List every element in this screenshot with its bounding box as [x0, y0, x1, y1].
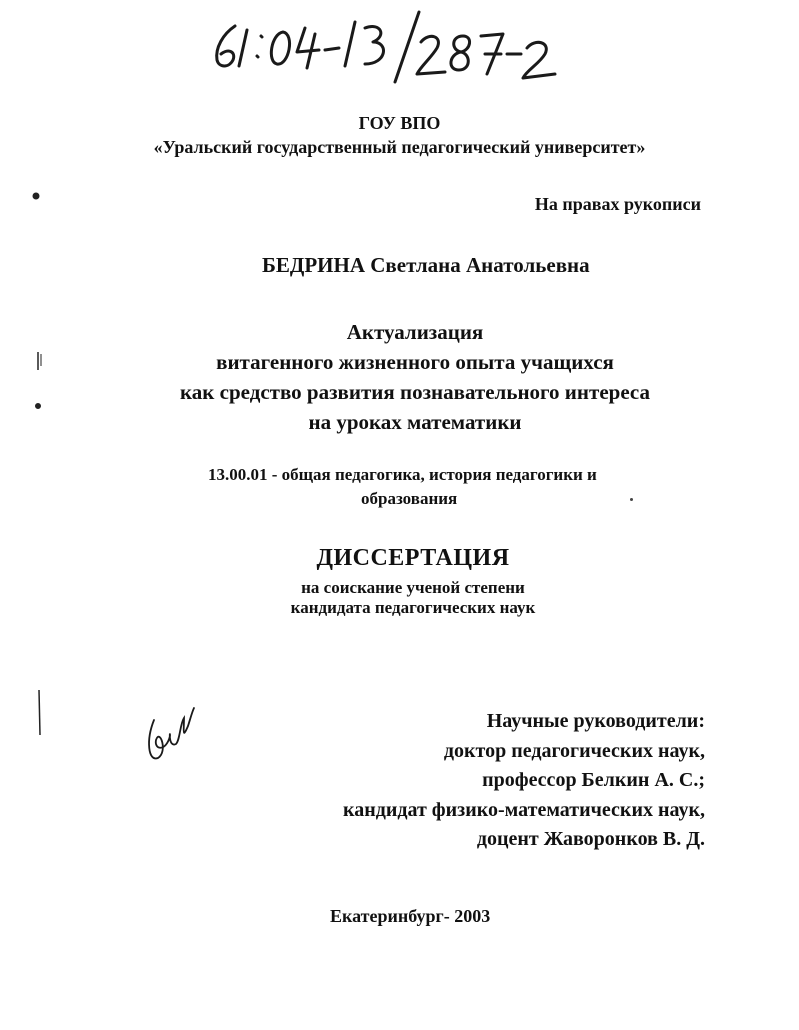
- advisor-line: доктор педагогических наук,: [443, 739, 705, 762]
- advisor-line: кандидат физико-математических наук,: [343, 798, 705, 821]
- handwritten-archive-number: [205, 8, 565, 88]
- degree-line-2: кандидата педагогических наук: [290, 598, 536, 617]
- document-type: ДИССЕРТАЦИЯ: [316, 545, 510, 571]
- manuscript-rights: На правах рукописи: [534, 194, 701, 214]
- title-line: как средство развития познавательного интереса: [180, 380, 650, 404]
- advisors-heading: Научные руководители:: [486, 710, 705, 732]
- organization-full-name: «Уральский государственный педагогический университет»: [153, 137, 646, 157]
- scan-margin-marks: [28, 170, 48, 750]
- title-line: на уроках математики: [308, 410, 522, 434]
- specialty-line-1: 13.00.01 - общая педагогика, история педагогики и: [208, 465, 597, 484]
- scan-speck: [630, 498, 633, 501]
- advisor-line: доцент Жаворонков В. Д.: [476, 828, 705, 850]
- city-year: Екатеринбург- 2003: [330, 906, 491, 926]
- author-name: БЕДРИНА Светлана Анатольевна: [262, 253, 590, 277]
- degree-line-1: на соискание ученой степени: [301, 578, 525, 597]
- signature: [140, 700, 200, 770]
- title-line: витагенного жизненного опыта учащихся: [216, 350, 614, 374]
- dissertation-title: [0, 317, 799, 437]
- scientific-advisors: [343, 707, 705, 855]
- handwritten-number-text: 61:04-13/287-2: [205, 8, 212, 9]
- advisor-line: профессор Белкин А. С.;: [482, 769, 705, 791]
- specialty-line-2: образования: [361, 489, 458, 508]
- title-line: Актуализация: [346, 320, 484, 344]
- organization-short-name: ГОУ ВПО: [358, 113, 441, 133]
